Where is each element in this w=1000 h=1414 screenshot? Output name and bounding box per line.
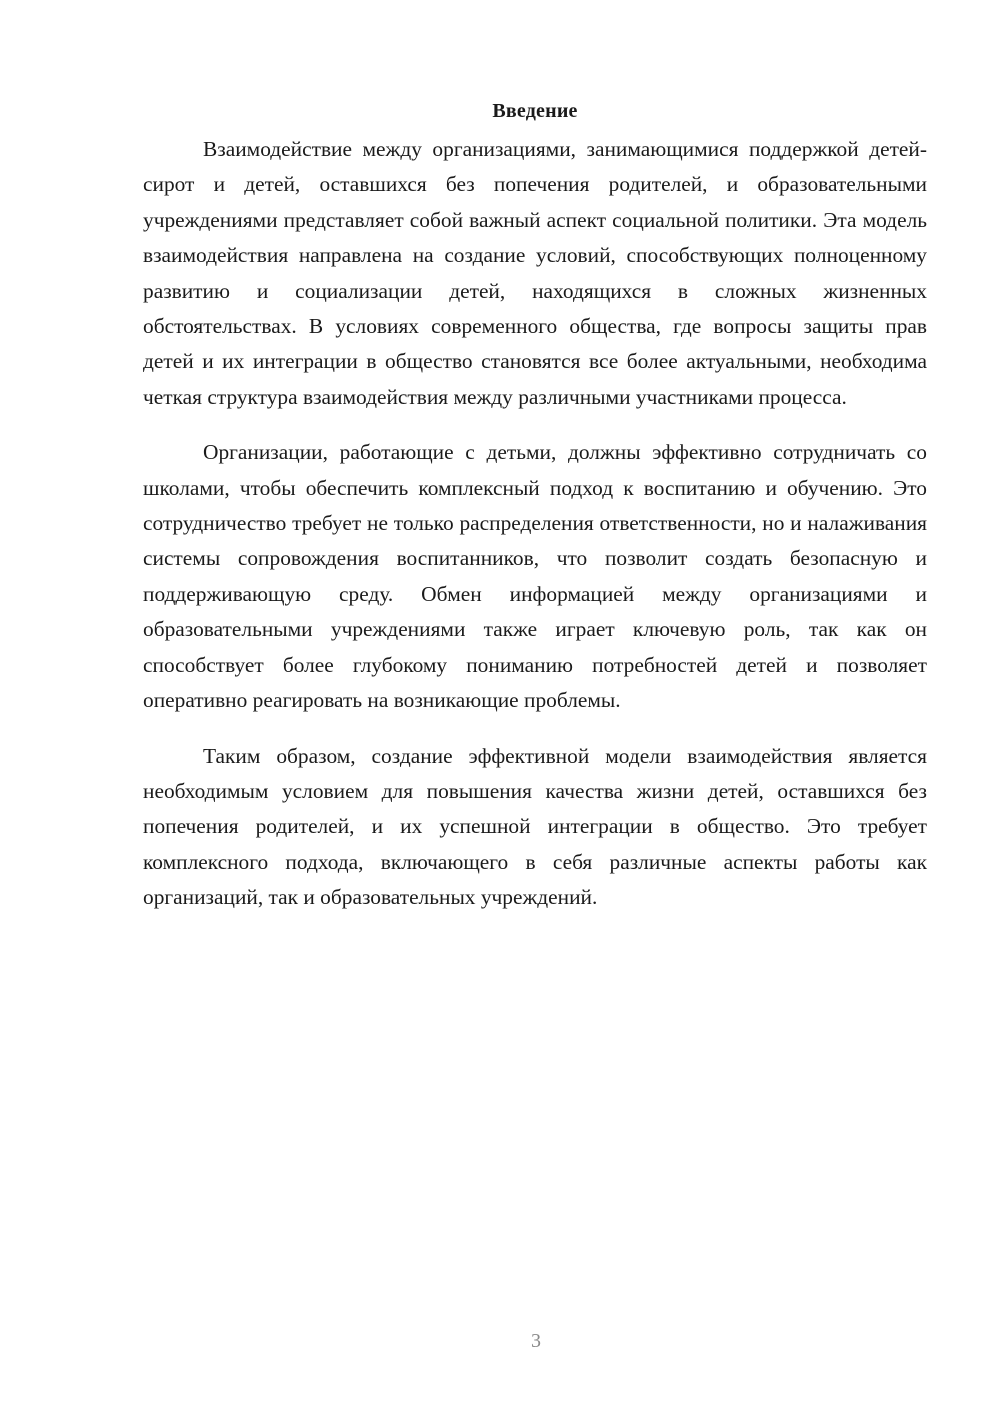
page-number: 3: [531, 1330, 541, 1352]
page-content: [143, 94, 927, 916]
paragraph-3: Таким образом, создание эффективной модели взаимодействия является необходимым условием для повышения качества жизни детей, оставшихся без попечения родителей, и их успешной интеграции в общество. Это требует комплексного подхода, включающего в себя различные аспекты работы как организаций, так и образовательных учреждений.: [143, 743, 927, 910]
paragraph-1: Взаимодействие между организациями, занимающимися поддержкой детей-сирот и детей, оставшихся без попечения родителей, и образовательными учреждениями представляет собой важный аспект социальной политики. Эта модель взаимодействия направлена на создание условий, способствующих полноценному развитию и социализации детей, находящихся в сложных жизненных обстоятельствах. В условиях современного общества, где вопросы защиты прав детей и их интеграции в общество становятся все более актуальными, необходима четкая структура взаимодействия между различными участниками процесса.: [143, 137, 927, 409]
section-heading: Введение: [492, 100, 578, 122]
paragraph-2: Организации, работающие с детьми, должны эффективно сотрудничать со школами, чтобы обеспечить комплексный подход к воспитанию и обучению. Это сотрудничество требует не только распределения ответственности, но и налаживания системы сопровождения воспитанников, что позволит создать безопасную и поддерживающую среду. Обмен информацией между организациями и образовательными учреждениями также играет ключевую роль, так как он способствует более глубокому пониманию потребностей детей и позволяет оперативно реагировать на возникающие проблемы.: [143, 440, 927, 713]
